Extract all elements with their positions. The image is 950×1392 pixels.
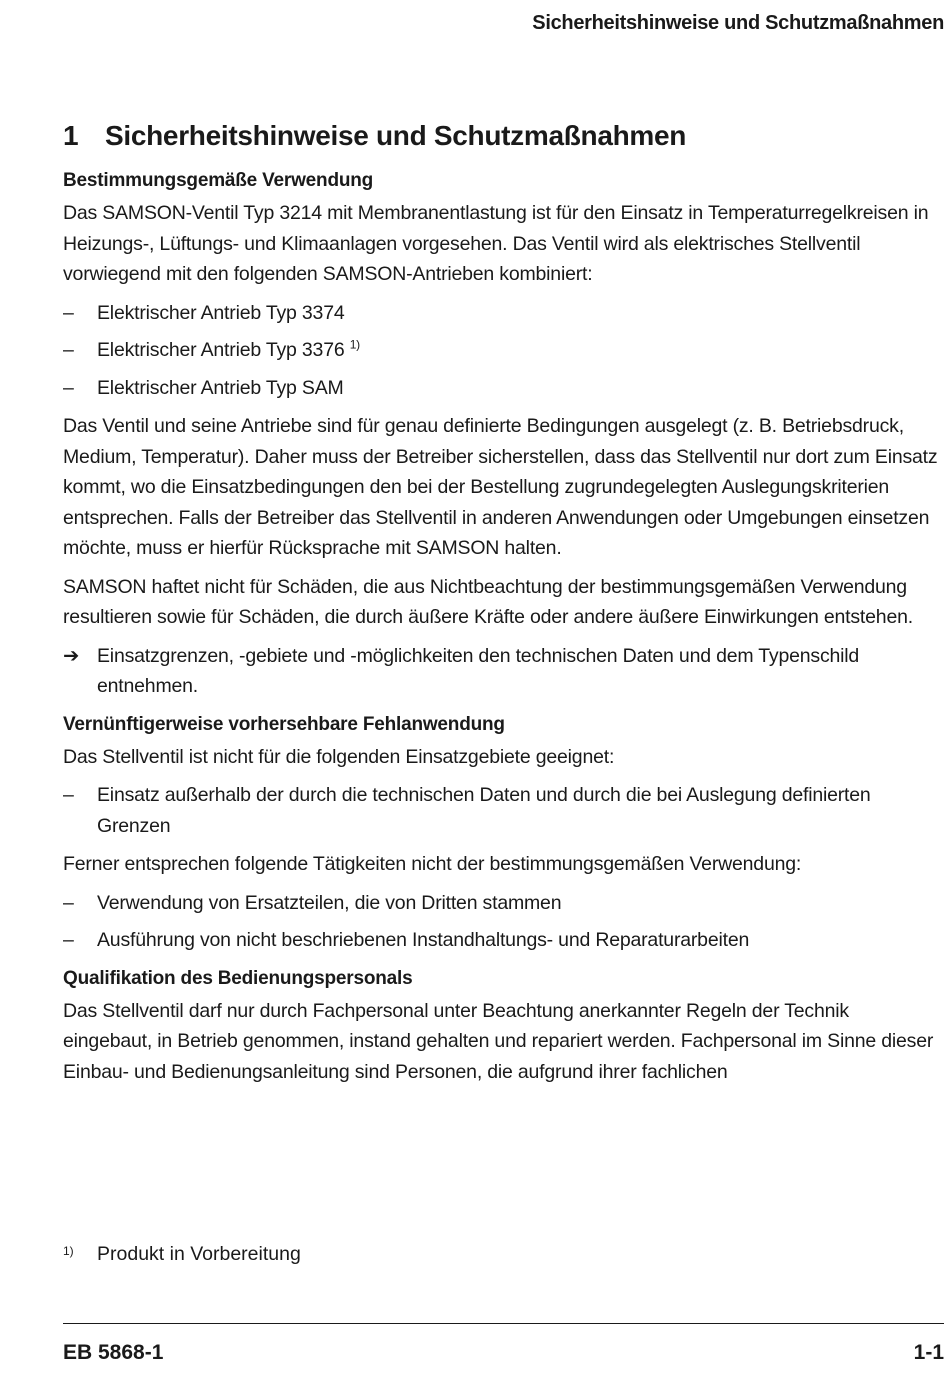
list-item <box>63 925 942 956</box>
dash-marker: – <box>63 929 74 951</box>
document-number: EB 5868-1 <box>63 1341 164 1364</box>
arrow-right-icon: ➔ <box>63 644 80 667</box>
list-item-text: Elektrischer Antrieb Typ 3376 <box>97 339 345 361</box>
page-content <box>63 120 942 1095</box>
section-heading-intended-use: Bestimmungsgemäße Verwendung <box>63 170 374 191</box>
page-number: 1-1 <box>913 1341 944 1364</box>
paragraph: Das SAMSON-Ventil Typ 3214 mit Membranentlastung ist für den Einsatz in Temperaturregelkreisen in Heizungs-, Lüftungs- und Klimaanlagen vorgesehen. Das Ventil wird als elektrisches Stellventil vorwiegend mit den folgenden SAMSON-Antrieben kombiniert: <box>63 202 929 285</box>
dash-marker: – <box>63 891 74 914</box>
footnote-reference: 1) <box>349 337 360 352</box>
paragraph: Das Stellventil darf nur durch Fachpersonal unter Beachtung anerkannter Regeln der Technik eingebaut, in Betrieb genommen, instand gehalten und repariert werden. Fachpersonal im Sinne dieser Einbau- und Bedienungsanleitung sind Personen, die aufgrund ihrer fachlichen <box>63 999 934 1083</box>
dash-marker: – <box>63 301 74 324</box>
footnote-text: Produkt in Vorbereitung <box>97 1243 301 1265</box>
section-heading-qualification: Qualifikation des Bedienungspersonals <box>63 967 413 989</box>
footnote-mark: 1) <box>63 1244 74 1258</box>
list-item-text: Elektrischer Antrieb Typ SAM <box>97 376 344 399</box>
running-header: Sicherheitshinweise und Schutzmaßnahmen <box>532 12 944 34</box>
list-item <box>63 335 942 366</box>
chapter-title: Sicherheitshinweise und Schutzmaßnahmen <box>105 120 687 151</box>
list-item-text: Ausführung von nicht beschriebenen Instandhaltungs- und Reparaturarbeiten <box>97 929 750 951</box>
paragraph: Ferner entsprechen folgende Tätigkeiten nicht der bestimmungsgemäßen Verwendung: <box>63 853 802 875</box>
paragraph: Das Stellventil ist nicht für die folgenden Einsatzgebiete geeignet: <box>63 745 615 768</box>
footer-divider <box>63 1323 944 1324</box>
section-heading-misuse: Vernünftigerweise vorhersehbare Fehlanwendung <box>63 713 505 735</box>
activities-list <box>63 888 942 956</box>
action-item-text: Einsatzgrenzen, -gebiete und -möglichkeiten den technischen Daten und dem Typenschild entnehmen. <box>97 644 860 697</box>
dash-marker: – <box>63 376 74 399</box>
chapter-number: 1 <box>63 120 79 151</box>
list-item <box>63 373 942 404</box>
paragraph: SAMSON haftet nicht für Schäden, die aus Nichtbeachtung der bestimmungsgemäßen Verwendung resultieren sowie für Schäden, die durch äußere Kräfte oder andere äußere Einwirkungen entstehen. <box>63 575 913 628</box>
paragraph: Das Ventil und seine Antriebe sind für genau definierte Bedingungen ausgelegt (z. B. Betriebsdruck, Medium, Temperatur). Daher muss der Betreiber sicherstellen, dass das Stellventil nur dort zum Einsatz kommt, wo die Einsatzbedingungen den bei der Bestellung zugrundegelegten Auslegungskriterien entsprechen. Falls der Betreiber das Stellventil in anderen Anwendungen oder Umgebungen einsetzen möchte, muss er hierfür Rücksprache mit SAMSON halten. <box>63 415 938 559</box>
action-item <box>63 641 942 702</box>
list-item-text: Verwendung von Ersatzteilen, die von Dritten stammen <box>97 891 562 914</box>
list-item <box>63 780 942 841</box>
list-item <box>63 888 942 919</box>
action-list <box>63 641 942 702</box>
list-item <box>63 298 942 329</box>
list-item-text: Elektrischer Antrieb Typ 3374 <box>97 301 345 324</box>
footnote <box>63 1243 301 1266</box>
dash-marker: – <box>63 784 74 806</box>
list-item-text: Einsatz außerhalb der durch die technischen Daten und durch die bei Auslegung definierten Grenzen <box>97 784 871 837</box>
actuator-list <box>63 298 942 404</box>
dash-marker: – <box>63 339 74 361</box>
chapter-heading <box>63 120 942 152</box>
misuse-list <box>63 780 942 841</box>
